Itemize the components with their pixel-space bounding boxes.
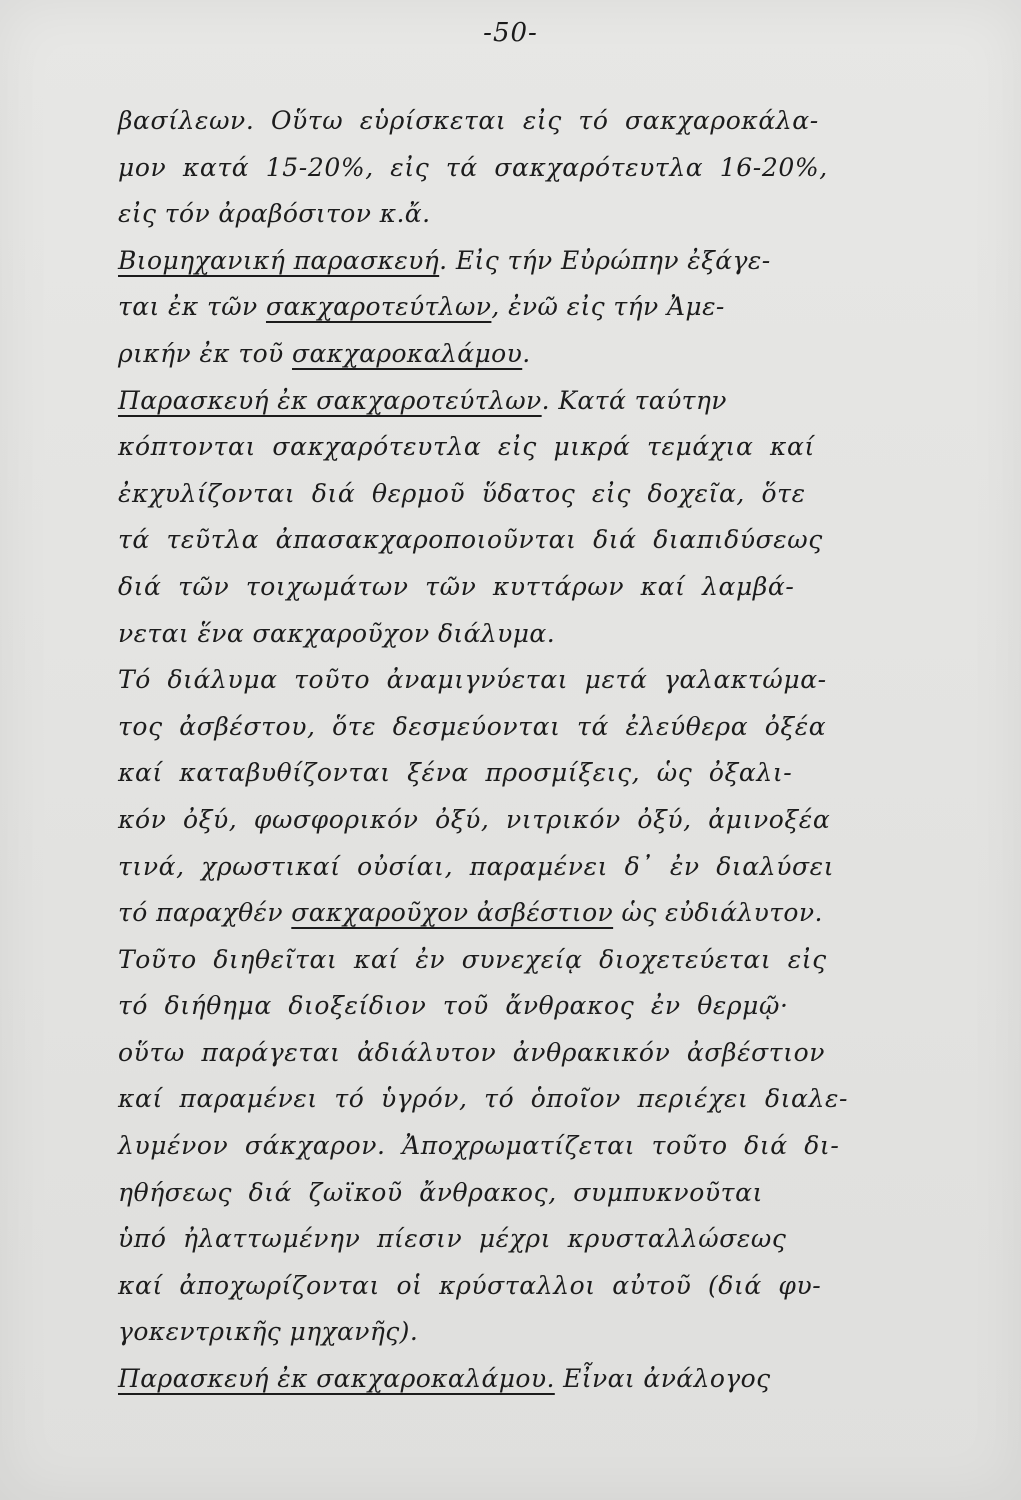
text-line [118, 1263, 988, 1310]
text-segment: οὕτω παράγεται ἀδιάλυτον ἀνθρακικόν ἀσβέστιον [118, 1037, 826, 1067]
text-segment: . Εἰς τήν Εὐρώπην ἐξάγε- [439, 245, 771, 275]
text-segment: τος ἀσβέστου, ὅτε δεσμεύονται τά ἐλεύθερα ὀξέα [118, 711, 827, 741]
text-line [118, 1030, 988, 1077]
text-segment: ἐκχυλίζονται διά θερμοῦ ὕδατος εἰς δοχεῖα, ὅτε [118, 478, 806, 508]
text-segment: τό παραχθέν [118, 898, 292, 928]
text-line [118, 145, 988, 192]
text-line [118, 890, 988, 937]
text-line [118, 657, 988, 704]
text-line [118, 284, 988, 331]
text-line [118, 517, 988, 564]
underlined-heading: σακχαροκαλάμου [292, 338, 523, 368]
text-line [118, 937, 988, 984]
text-segment: Εἶναι ἀνάλογος [554, 1364, 771, 1394]
text-segment: κόπτονται σακχαρότευτλα εἰς μικρά τεμάχια καί [118, 432, 815, 462]
text-segment: τά τεῦτλα ἀπασακχαροποιοῦνται διά διαπιδύσεως [118, 525, 823, 555]
text-segment: κόν ὀξύ, φωσφορικόν ὀξύ, νιτρικόν ὀξύ, ἀμινοξέα [118, 804, 831, 834]
text-line [118, 983, 988, 1030]
underlined-heading: σακχαροῦχον ἀσβέστιον [291, 898, 614, 928]
text-line [118, 191, 988, 238]
text-segment: καί καταβυθίζονται ξένα προσμίξεις, ὡς ὀξαλι- [118, 758, 793, 788]
text-line [118, 750, 988, 797]
text-segment: Τό διάλυμα τοῦτο ἀναμιγνύεται μετά γαλακτώμα- [118, 665, 827, 695]
text-line [118, 238, 988, 285]
text-segment: ηθήσεως διά ζωϊκοῦ ἄνθρακος, συμπυκνοῦται [118, 1177, 763, 1207]
text-segment: ται ἐκ τῶν [118, 292, 266, 322]
text-line [118, 98, 988, 145]
text-segment: τό διήθημα διοξείδιον τοῦ ἄνθρακος ἐν θερμῷ· [118, 991, 789, 1021]
page-number: -50- [483, 18, 538, 48]
text-line [118, 378, 988, 425]
text-line [118, 611, 988, 658]
text-segment: , ἐνῶ εἰς τήν Ἀμε- [491, 292, 725, 322]
text-segment: Τοῦτο διηθεῖται καί ἐν συνεχείᾳ διοχετεύεται εἰς [118, 944, 827, 974]
text-segment: τινά, χρωστικαί οὐσίαι, παραμένει δ᾽ ἐν διαλύσει [118, 851, 835, 881]
text-line [118, 424, 988, 471]
text-line [118, 1170, 988, 1217]
text-segment: ὡς εὐδιάλυτον. [613, 898, 823, 928]
text-segment: ρικήν ἐκ τοῦ [118, 338, 292, 368]
text-segment: ὑπό ἠλαττωμένην πίεσιν μέχρι κρυσταλλώσεως [118, 1224, 787, 1254]
text-line [118, 797, 988, 844]
text-segment: διά τῶν τοιχωμάτων τῶν κυττάρων καί λαμβά- [118, 571, 795, 601]
text-line [118, 1309, 988, 1356]
text-segment: καί παραμένει τό ὑγρόν, τό ὁποῖον περιέχει διαλε- [118, 1084, 849, 1114]
text-segment: . [522, 338, 531, 368]
text-segment: λυμένον σάκχαρον. Ἀποχρωματίζεται τοῦτο διά δι- [118, 1131, 840, 1161]
text-line [118, 471, 988, 518]
text-line [118, 844, 988, 891]
text-line [118, 1123, 988, 1170]
text-line [118, 1356, 988, 1403]
underlined-heading: Παρασκευή ἐκ σακχαροτεύτλων [118, 385, 542, 415]
text-segment: γοκεντρικῆς μηχανῆς). [118, 1317, 419, 1347]
text-line [118, 564, 988, 611]
text-segment: . Κατά ταύτην [541, 385, 727, 415]
text-line [118, 331, 988, 378]
text-line [118, 704, 988, 751]
handwritten-text-body [118, 98, 988, 1403]
text-segment: καί ἀποχωρίζονται οἱ κρύσταλλοι αὐτοῦ (διά φυ- [118, 1270, 822, 1300]
underlined-heading: Βιομηχανική παρασκευή [118, 245, 440, 275]
text-segment: βασίλεων. Οὕτω εὑρίσκεται εἰς τό σακχαροκάλα- [118, 106, 819, 135]
underlined-heading: Παρασκευή ἐκ σακχαροκαλάμου. [118, 1364, 555, 1394]
text-segment: μον κατά 15-20%, εἰς τά σακχαρότευτλα 16-20%, [118, 152, 828, 182]
text-line [118, 1076, 988, 1123]
underlined-heading: σακχαροτεύτλων [265, 292, 492, 322]
text-line [118, 1216, 988, 1263]
text-segment: εἰς τόν ἀραβόσιτον κ.ἄ. [118, 199, 431, 229]
text-segment: νεται ἕνα σακχαροῦχον διάλυμα. [118, 618, 556, 648]
